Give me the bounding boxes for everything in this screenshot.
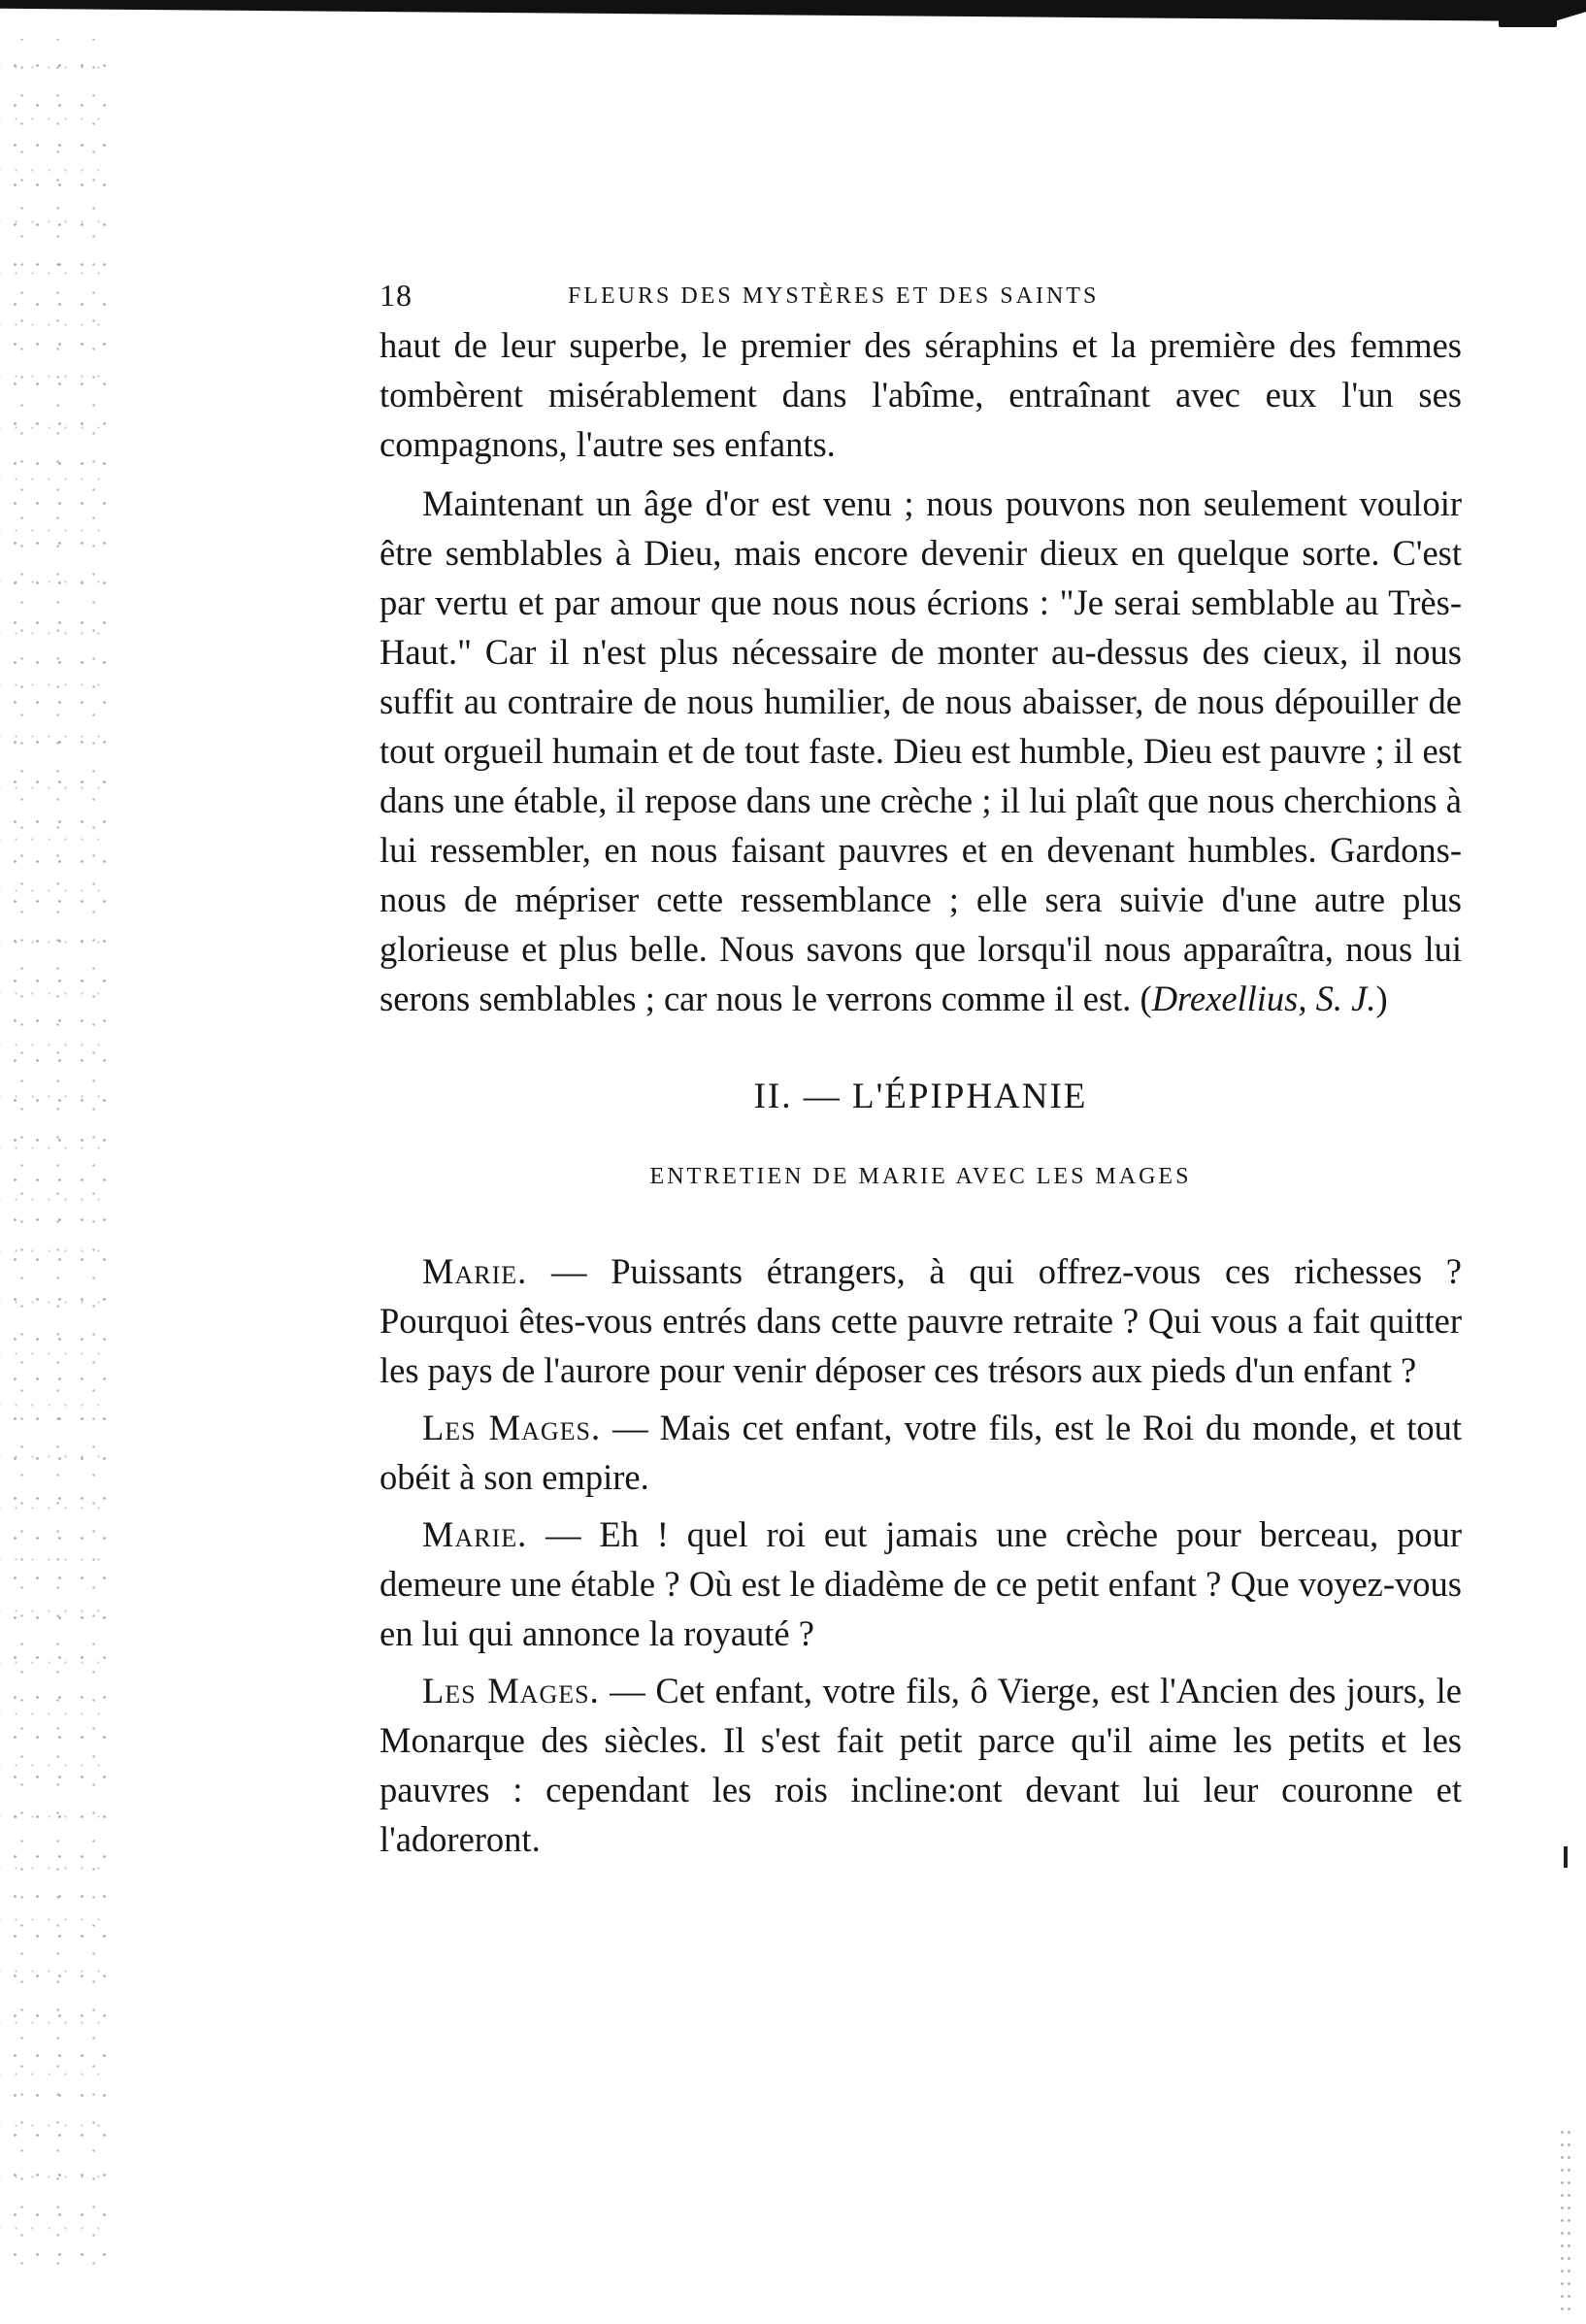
running-head: [380, 272, 1462, 320]
scan-top-mark: [1499, 14, 1557, 27]
citation-author: Drexellius, S. J.: [1151, 979, 1376, 1018]
section-subtitle: ENTRETIEN DE MARIE AVEC LES MAGES: [649, 1164, 1192, 1189]
book-page: [380, 272, 1462, 1864]
paragraph-golden-age: [380, 479, 1462, 1023]
dialogue-line: [380, 1666, 1462, 1864]
dialogue-speaker: Les Mages.: [422, 1671, 600, 1710]
scan-top-border: [0, 0, 1586, 21]
paragraph-golden-age-text: Maintenant un âge d'or est venu ; nous pouvons non seulement vouloir être semblables à Dieu, mais encore devenir dieux en quelque sorte. C'est par vertu et par amour que nous nous écrions : "Je serai semblable au Très-Haut." Car il n'est plus nécessaire de monter au-dessus des cieux, il nous suffit au contraire de nous humilier, de nous abaisser, de nous dépouiller de tout orgueil humain et de tout faste. Dieu est humble, Dieu est pauvre ; il est dans une étable, il repose dans une crèche ; il lui plaît que nous cherchions à lui ressembler, en nous faisant pauvres et en devenant humbles. Gardons-nous de mépriser cette ressemblance ; elle sera suivie d'une autre plus glorieuse et plus belle. Nous savons que lorsqu'il nous apparaîtra, nous lui serons semblables ; car nous le verrons comme il est.: [380, 483, 1462, 1018]
dialogue-line: [380, 1510, 1462, 1658]
scan-right-edge-noise: [1559, 2126, 1574, 2320]
section-title: II. — L'ÉPIPHANIE: [753, 1077, 1088, 1116]
dialogue-line: [380, 1246, 1462, 1395]
dialogue-text: — Puissants étrangers, à qui offrez-vous ces richesses ? Pourquoi êtes-vous entrés dans cette pauvre retraite ? Qui vous a fait quitter les pays de l'aurore pour venir déposer ces trésors aux pieds d'un enfant ?: [380, 1251, 1462, 1390]
dialogue-speaker: Marie.: [422, 1251, 528, 1291]
dialogue-speaker: Les Mages.: [422, 1408, 602, 1447]
dialogue-line: [380, 1403, 1462, 1502]
paragraph-continuation: haut de leur superbe, le premier des séraphins et la première des femmes tombèrent misérablement dans l'abîme, entraînant avec eux l'un ses compagnons, l'autre ses enfants.: [380, 325, 1462, 464]
dialogue-speaker: Marie.: [422, 1514, 528, 1554]
dialogue-text: — Mais cet enfant, votre fils, est le Roi du monde, et tout obéit à son empire.: [380, 1408, 1462, 1497]
scan-left-margin-noise: [0, 39, 107, 2272]
citation-open: (: [1131, 979, 1152, 1018]
dialogue-text: — Eh ! quel roi eut jamais une crèche pour berceau, pour demeure une étable ? Où est le diadème de ce petit enfant ? Que voyez-vous en lui qui annonce la royauté ?: [380, 1514, 1462, 1653]
dialogue-text: — Cet enfant, votre fils, ô Vierge, est l'Ancien des jours, le Monarque des siècles. Il s'est fait petit parce qu'il aime les petits et les pauvres : cependant les rois incline:ont devant lui leur couronne et l'adoreront.: [380, 1671, 1462, 1859]
page-number: 18: [380, 278, 413, 313]
scan-right-mark: [1564, 1846, 1568, 1868]
body-text: [380, 320, 1462, 1864]
running-title: FLEURS DES MYSTÈRES ET DES SAINTS: [568, 283, 1100, 309]
citation-close: ): [1375, 979, 1388, 1018]
